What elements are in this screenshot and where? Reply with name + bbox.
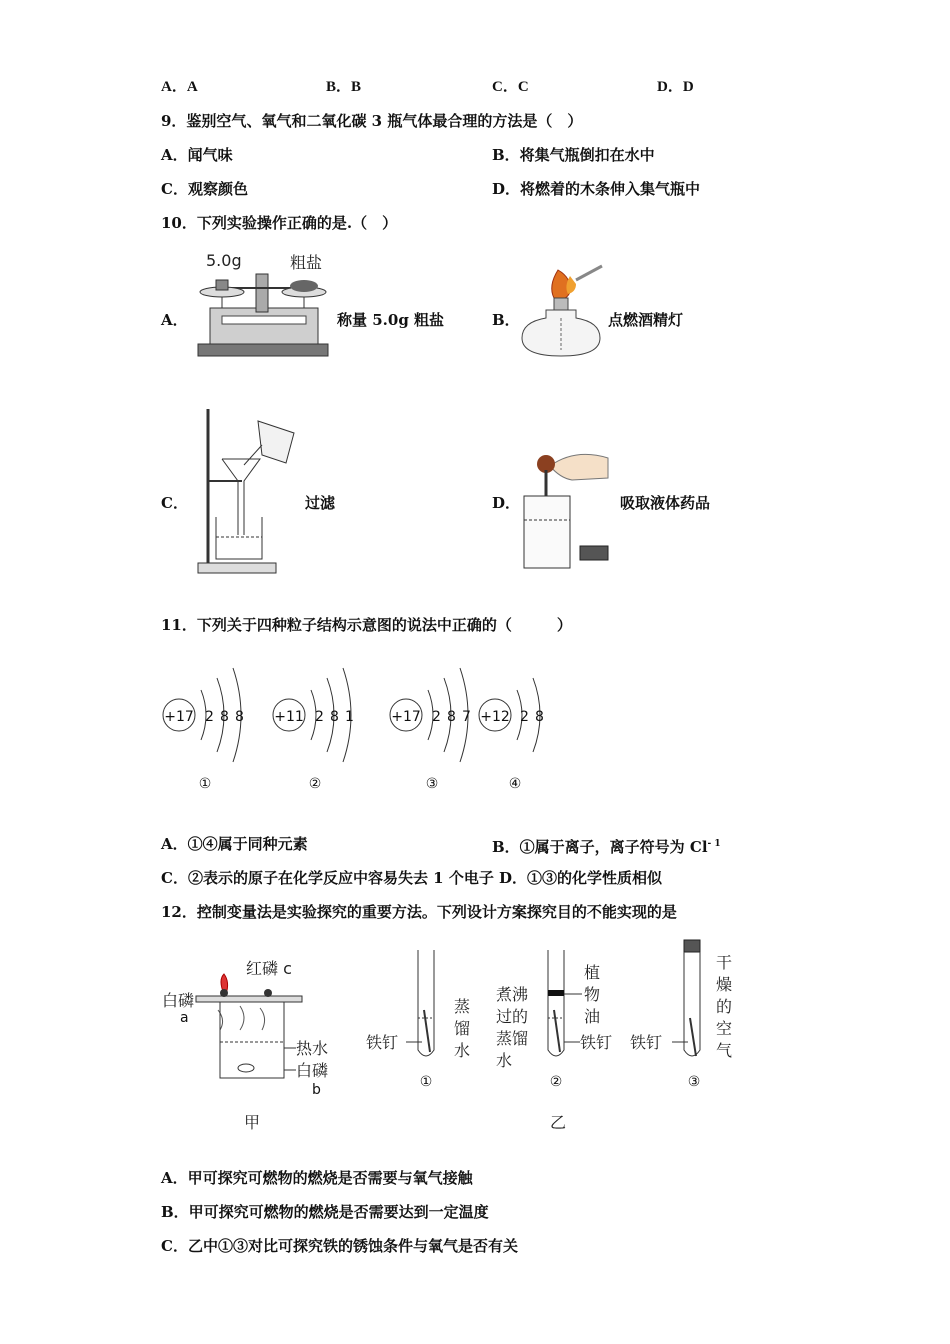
alcohol-lamp-figure xyxy=(518,258,608,363)
figure-yi-caption: 乙 xyxy=(550,1113,567,1132)
svg-text:+17: +17 xyxy=(391,709,421,725)
q8-option-b: B．B xyxy=(326,79,362,95)
svg-text:2: 2 xyxy=(432,709,441,725)
label-b: b xyxy=(312,1082,321,1098)
svg-text:2: 2 xyxy=(315,709,324,725)
svg-text:③: ③ xyxy=(425,776,439,792)
q9-stem: 9．鉴别空气、氧气和二氧化碳 3 瓶气体最合理的方法是（ ） xyxy=(161,112,583,130)
svg-text:+12: +12 xyxy=(480,709,510,725)
boiled-water-1: 煮沸 xyxy=(496,985,529,1004)
q9-option-d: D．将燃着的木条伸入集气瓶中 xyxy=(492,180,701,198)
q11-option-b: B．①属于离子，离子符号为 $Cl^{- 1}$ xyxy=(492,838,721,856)
dry-air-2: 燥 xyxy=(716,975,733,994)
q12-stem: 12．控制变量法是实验探究的重要方法。下列设计方案探究目的不能实现的是 xyxy=(161,903,677,921)
nail-label-1: 铁钉 xyxy=(366,1033,399,1052)
weight-label: 5.0g xyxy=(206,251,242,270)
filtration-figure xyxy=(196,405,301,575)
red-phosphorus-label: 红磷 c xyxy=(246,959,292,978)
dry-air-1: 干 xyxy=(716,953,733,972)
white-phosphorus-bottom-label: 白磷 xyxy=(296,1061,329,1080)
q11-option-b-sup: - 1 xyxy=(707,839,721,849)
tube-num-3: ③ xyxy=(687,1074,701,1090)
svg-text:+17: +17 xyxy=(164,709,194,725)
figure-yi xyxy=(362,938,742,1138)
distilled-water-3: 水 xyxy=(454,1041,471,1060)
veg-oil-1: 植 xyxy=(584,963,601,982)
q9-option-b: B．将集气瓶倒扣在水中 xyxy=(492,146,655,164)
particle-1 xyxy=(163,668,244,792)
salt-label: 粗盐 xyxy=(290,253,323,272)
q10-option-a-letter: A． xyxy=(161,311,188,329)
distilled-water-1: 蒸 xyxy=(454,997,471,1016)
q9-option-c: C．观察颜色 xyxy=(161,180,248,198)
nail-label-3: 铁钉 xyxy=(630,1033,663,1052)
svg-text:④: ④ xyxy=(508,776,522,792)
veg-oil-3: 油 xyxy=(584,1007,601,1026)
q11-option-a: A．①④属于同种元素 xyxy=(161,835,308,853)
svg-text:1: 1 xyxy=(345,709,354,725)
boiled-water-3: 蒸馏 xyxy=(496,1029,529,1048)
tube-num-1: ① xyxy=(419,1074,433,1090)
figure-jia-caption: 甲 xyxy=(244,1113,261,1132)
svg-text:8: 8 xyxy=(447,709,456,725)
boiled-water-4: 水 xyxy=(496,1051,513,1070)
q10-stem: 10．下列实验操作正确的是.（ ） xyxy=(161,214,398,232)
particle-diagrams xyxy=(155,660,555,795)
q10-option-c-caption: 过滤 xyxy=(305,494,336,512)
q8-option-c: C．C xyxy=(492,79,529,95)
svg-text:2: 2 xyxy=(205,709,214,725)
q10-option-d-caption: 吸取液体药品 xyxy=(620,494,711,512)
q12-option-b: B．甲可探究可燃物的燃烧是否需要达到一定温度 xyxy=(161,1203,489,1221)
dry-air-3: 的 xyxy=(716,997,733,1016)
q10-option-b-caption: 点燃酒精灯 xyxy=(608,311,684,329)
white-phosphorus-top-label: 白磷 xyxy=(162,991,195,1010)
particle-3 xyxy=(390,668,471,792)
svg-text:①: ① xyxy=(198,776,212,792)
q12-option-a: A．甲可探究可燃物的燃烧是否需要与氧气接触 xyxy=(161,1169,473,1187)
dry-air-4: 空 xyxy=(716,1019,733,1038)
svg-text:②: ② xyxy=(308,776,322,792)
particle-4 xyxy=(479,678,544,792)
q11-option-c-d: C．②表示的原子在化学反应中容易失去 1 个电子 D．①③的化学性质相似 xyxy=(161,869,663,887)
q11-stem: 11．下列关于四种粒子结构示意图的说法中正确的（ ） xyxy=(161,616,572,634)
q12-option-c: C．乙中①③对比可探究铁的锈蚀条件与氧气是否有关 xyxy=(161,1237,518,1255)
svg-text:+11: +11 xyxy=(274,709,304,725)
label-a: a xyxy=(180,1010,189,1026)
particle-2 xyxy=(273,668,354,792)
hot-water-label: 热水 xyxy=(296,1039,329,1058)
q10-option-c-letter: C． xyxy=(161,494,188,512)
svg-text:2: 2 xyxy=(520,709,529,725)
q10-option-a-caption: 称量 5.0g 粗盐 xyxy=(337,311,445,329)
dry-air-5: 气 xyxy=(716,1041,733,1060)
figure-jia xyxy=(160,950,340,1140)
q9-option-a: A．闻气味 xyxy=(161,146,233,164)
svg-text:8: 8 xyxy=(220,709,229,725)
q8-option-d: D．D xyxy=(657,79,694,95)
veg-oil-2: 物 xyxy=(584,985,601,1004)
svg-text:8: 8 xyxy=(235,709,244,725)
svg-text:8: 8 xyxy=(535,709,544,725)
q10-option-d-letter: D． xyxy=(492,494,521,512)
dropper-figure xyxy=(520,448,615,573)
distilled-water-2: 馏 xyxy=(454,1019,471,1038)
q8-option-a: A．A xyxy=(161,79,198,95)
balance-figure xyxy=(192,248,337,363)
svg-text:7: 7 xyxy=(462,709,471,725)
q10-option-b-letter: B． xyxy=(492,311,520,329)
svg-text:8: 8 xyxy=(330,709,339,725)
boiled-water-2: 过的 xyxy=(496,1007,529,1026)
tube-num-2: ② xyxy=(549,1074,563,1090)
nail-label-2: 铁钉 xyxy=(580,1033,613,1052)
